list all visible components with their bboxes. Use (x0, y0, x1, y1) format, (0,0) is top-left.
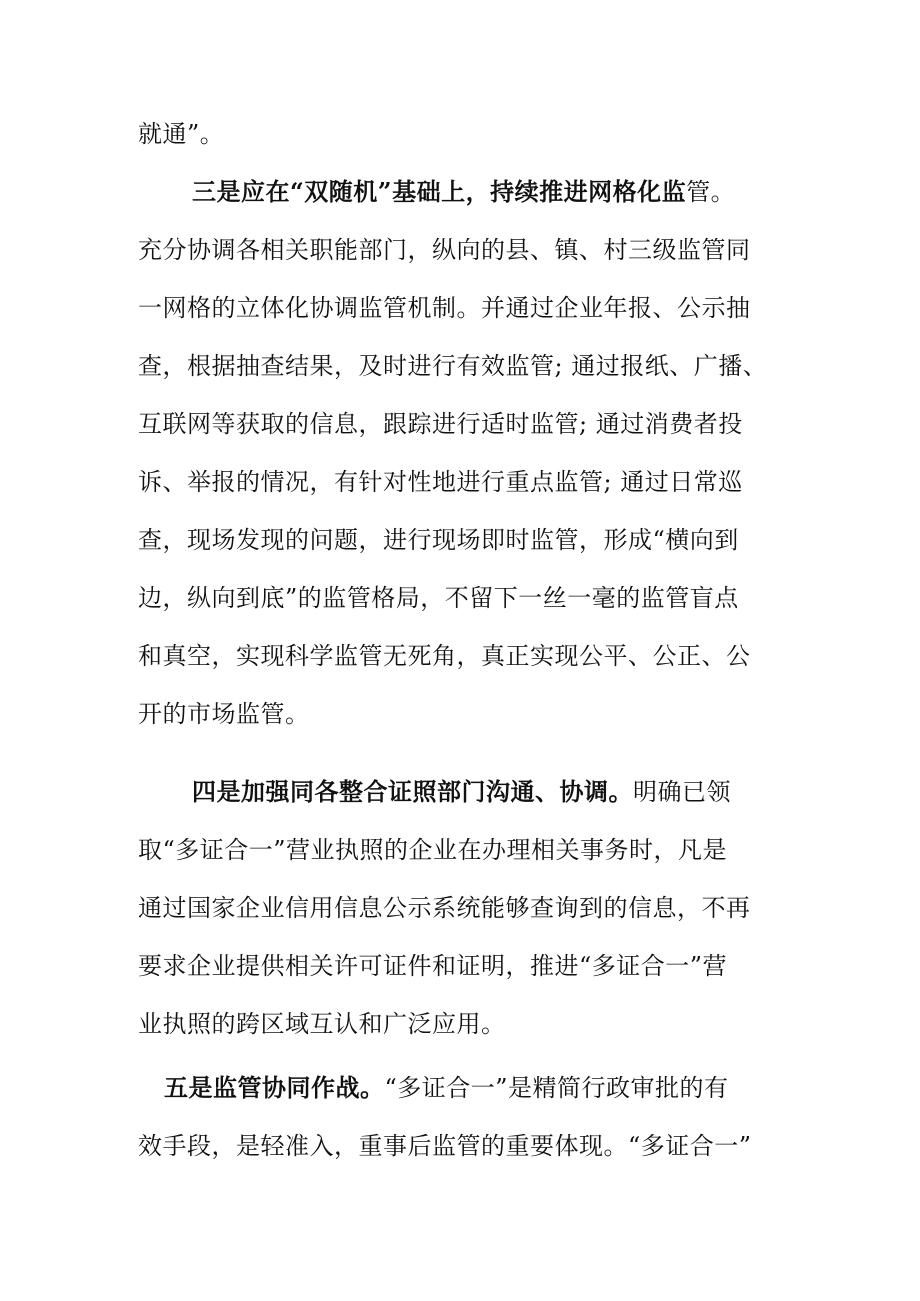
paragraph-5-first-line (164, 1072, 824, 1104)
text-line: 和真空，实现科学监管无死角，真正实现公平、公正、公 (138, 642, 751, 670)
text-line: 查，根据抽查结果，及时进行有效监管; 通过报纸、广播、 (138, 352, 768, 380)
paragraph-5-heading: 五是监管协同作战。 (164, 1073, 385, 1102)
paragraph-4-rest: 明确已领 (633, 778, 731, 806)
text-line: 就通”。 (138, 120, 225, 148)
text-line: 诉、举报的情况，有针对性地进行重点监管; 通过日常巡 (138, 468, 743, 496)
text-line: 充分协调各相关职能部门，纵向的县、镇、村三级监管同 (138, 236, 751, 264)
text-line: 取“多证合一”营业执照的企业在办理相关事务时，凡是 (138, 836, 728, 864)
paragraph-4-first-line (192, 776, 852, 808)
text-line: 开的市场监管。 (138, 700, 310, 728)
text-line: 通过国家企业信用信息公示系统能够查询到的信息，不再 (138, 894, 751, 922)
paragraph-3-heading: 三是应在“双随机”基础上，持续推进网格化监 (192, 177, 687, 206)
text-line: 业执照的跨区域互认和广泛应用。 (138, 1010, 506, 1038)
text-line: 要求企业提供相关许可证件和证明，推进“多证合一”营 (138, 952, 728, 980)
paragraph-4-heading: 四是加强同各整合证照部门沟通、协调。 (192, 777, 633, 806)
paragraph-3-heading-tail: 管。 (686, 178, 736, 206)
paragraph-3-first-line (192, 176, 852, 208)
text-line: 一网格的立体化协调监管机制。并通过企业年报、公示抽 (138, 294, 751, 322)
text-line: 查，现场发现的问题，进行现场即时监管，形成“横向到 (138, 526, 739, 554)
paragraph-5-rest: “多证合一”是精简行政审批的有 (384, 1074, 729, 1102)
text-line: 边，纵向到底”的监管格局，不留下一丝一毫的监管盲点 (138, 584, 739, 612)
text-line: 效手段，是轻准入，重事后监管的重要体现。“多证合一” (138, 1132, 752, 1160)
text-line: 互联网等获取的信息，跟踪进行适时监管; 通过消费者投 (138, 410, 743, 438)
